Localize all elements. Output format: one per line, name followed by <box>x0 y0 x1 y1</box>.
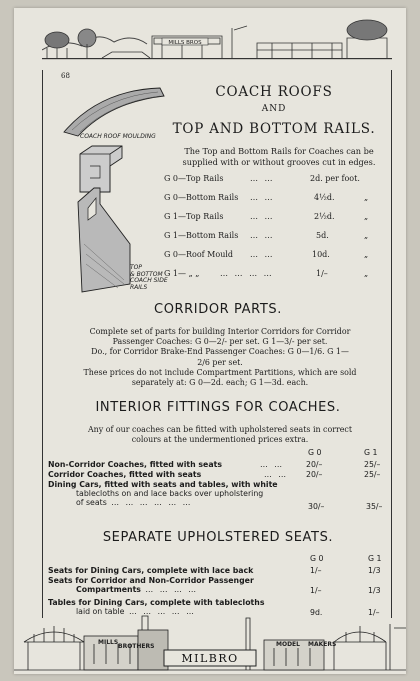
left-frame-line <box>42 70 43 618</box>
footer-factory-illustration <box>14 614 406 674</box>
seats-row2-line-2-text: Compartments <box>76 585 141 594</box>
roofs-item-label: G 1—Bottom Rails <box>164 231 239 240</box>
corridor-text <box>50 327 390 388</box>
roofs-item-label: G 1— „ „ <box>164 269 200 278</box>
roofs-item-label: G 0—Bottom Rails <box>164 193 239 202</box>
seats-row1-label: Seats for Dining Cars, complete with lace back <box>48 566 254 575</box>
roofs-item-price: 1/– <box>316 269 328 278</box>
seats-row1-g0: 1/– <box>310 566 322 575</box>
seats-row2-line-1: Seats for Corridor and Non-Corridor Passenger <box>48 576 254 585</box>
roofs-item-price: 4½d. <box>314 193 335 202</box>
corridor-line-6: separately at: G 0—2d. each; G 1—3d. each. <box>131 378 309 388</box>
rail-caption-line-4: RAILS <box>130 283 148 291</box>
interior-dining-line-1: Dining Cars, fitted with seats and tables, with white <box>48 480 278 489</box>
roofs-item-dots: … … <box>250 231 275 240</box>
interior-dining-g0: 30/– <box>308 502 325 511</box>
roofs-item-label: G 0—Roof Mould <box>164 250 234 259</box>
milbro-brand-text: MILBRO <box>181 652 239 665</box>
corridor-line-3: Do., for Corridor Brake-End Passenger Coaches: G 0—1/6. G 1— <box>91 347 349 357</box>
roofs-item-price: 10d. <box>312 250 330 259</box>
header-sign-text: MILLS BROS <box>168 40 202 46</box>
seats-col-g1: G 1 <box>368 554 382 563</box>
interior-dining-line-3-text: of seats <box>76 498 107 507</box>
seats-row1-g1: 1/3 <box>368 566 381 575</box>
rail-caption <box>130 265 168 291</box>
corridor-heading: CORRIDOR PARTS. <box>154 302 282 317</box>
footer-sign-text: BROTHERS <box>118 643 155 650</box>
seats-row3-line-1: Tables for Dining Cars, complete with tablecloths <box>48 598 265 607</box>
roofs-item-ditto: „ <box>364 269 369 278</box>
milbro-banner <box>164 650 256 666</box>
rail-caption-line-1: TOP <box>130 264 143 271</box>
interior-row-label: Non-Corridor Coaches, fitted with seats <box>48 460 222 469</box>
roofs-item-dots: … … <box>250 174 275 183</box>
roofs-item-dots: … … <box>250 250 275 259</box>
interior-row-g0: 20/– <box>306 470 323 479</box>
catalogue-page <box>14 8 406 674</box>
interior-dining-line-3 <box>48 498 278 507</box>
corridor-line-2: Passenger Coaches: G 0—2/- per set. G 1—3/- per set. <box>112 337 328 347</box>
seats-col-g0: G 0 <box>310 554 324 563</box>
seats-row2-g1: 1/3 <box>368 586 381 595</box>
roofs-item-ditto: „ <box>364 231 369 240</box>
corridor-line-4: 2/6 per set. <box>197 357 243 367</box>
rail-caption-line-2: & BOTTOM <box>130 270 163 278</box>
interior-dining-line-2: tablecloths on and lace backs over upholstering <box>76 489 264 498</box>
interior-dining-dots: … … … … … … <box>106 498 193 507</box>
seats-row2-dots: … … … … <box>140 585 199 594</box>
roofs-item-price: 2½d. <box>314 212 335 221</box>
seats-row3-g0: 9d. <box>310 608 323 617</box>
roofs-intro-line-2: supplied with or without grooves cut in edges. <box>182 156 376 167</box>
page-number: 68 <box>61 72 70 80</box>
seats-row3-dots: … … … … … <box>124 607 196 616</box>
interior-dining-g1: 35/– <box>366 502 383 511</box>
seats-row3-g1: 1/– <box>368 608 380 617</box>
roofs-item-ditto: „ <box>364 193 369 202</box>
roofs-item-dots: … … <box>250 193 275 202</box>
interior-row-g1: 25/– <box>364 460 381 469</box>
interior-row-g0: 20/– <box>306 460 323 469</box>
header-railway-illustration <box>42 8 392 68</box>
roofs-item-ditto: „ <box>364 212 369 221</box>
corridor-line-1: Complete set of parts for building Interior Corridors for Corridor <box>89 327 351 336</box>
interior-col-g0: G 0 <box>308 448 322 457</box>
interior-intro <box>50 425 390 445</box>
roofs-subtitle: TOP AND BOTTOM RAILS. <box>172 121 376 137</box>
roofs-and: AND <box>261 104 287 114</box>
interior-row-dots: … … <box>264 470 289 479</box>
roofs-title: COACH ROOFS <box>215 84 333 100</box>
seats-row2 <box>48 576 254 594</box>
interior-intro-line-1: Any of our coaches can be fitted with upholstered seats in correct <box>87 425 353 434</box>
seats-heading: SEPARATE UPHOLSTERED SEATS. <box>102 530 334 545</box>
roofs-item-dots: … … <box>250 212 275 221</box>
roofs-item-price: 5d. <box>316 231 329 240</box>
roof-moulding-caption: COACH ROOF MOULDING <box>80 133 156 140</box>
seats-row3-line-2-text: laid on table <box>76 607 125 616</box>
header-sign <box>162 38 208 46</box>
roofs-item-label: G 0—Top Rails <box>164 174 224 183</box>
seats-row2-line-2 <box>48 585 254 594</box>
roofs-item-label: G 1—Top Rails <box>164 212 224 221</box>
interior-row-dots: … … <box>260 460 285 469</box>
interior-row-label: Corridor Coaches, fitted with seats <box>48 470 202 479</box>
interior-dining <box>48 480 278 507</box>
interior-intro-line-2: colours at the undermentioned prices extra. <box>131 435 309 444</box>
rail-caption-line-3: COACH SIDE <box>130 277 168 284</box>
roofs-item-price: 2d. per foot. <box>310 174 360 183</box>
footer-sign-text: MAKERS <box>308 641 337 648</box>
interior-col-g1: G 1 <box>364 448 378 457</box>
seats-row2-g0: 1/– <box>310 586 322 595</box>
roofs-item-ditto: „ <box>364 250 369 259</box>
footer-sign-text: MODEL <box>276 641 300 648</box>
corridor-line-5: These prices do not include Compartment Partitions, which are sold <box>83 367 357 377</box>
interior-heading: INTERIOR FITTINGS FOR COACHES. <box>95 400 341 415</box>
roofs-intro <box>164 146 394 167</box>
interior-row-g1: 25/– <box>364 470 381 479</box>
roofs-intro-line-1: The Top and Bottom Rails for Coaches can be <box>184 146 374 156</box>
roofs-item-dots: … … … … <box>220 269 274 278</box>
footer-sign-text: MILLS <box>98 639 119 646</box>
